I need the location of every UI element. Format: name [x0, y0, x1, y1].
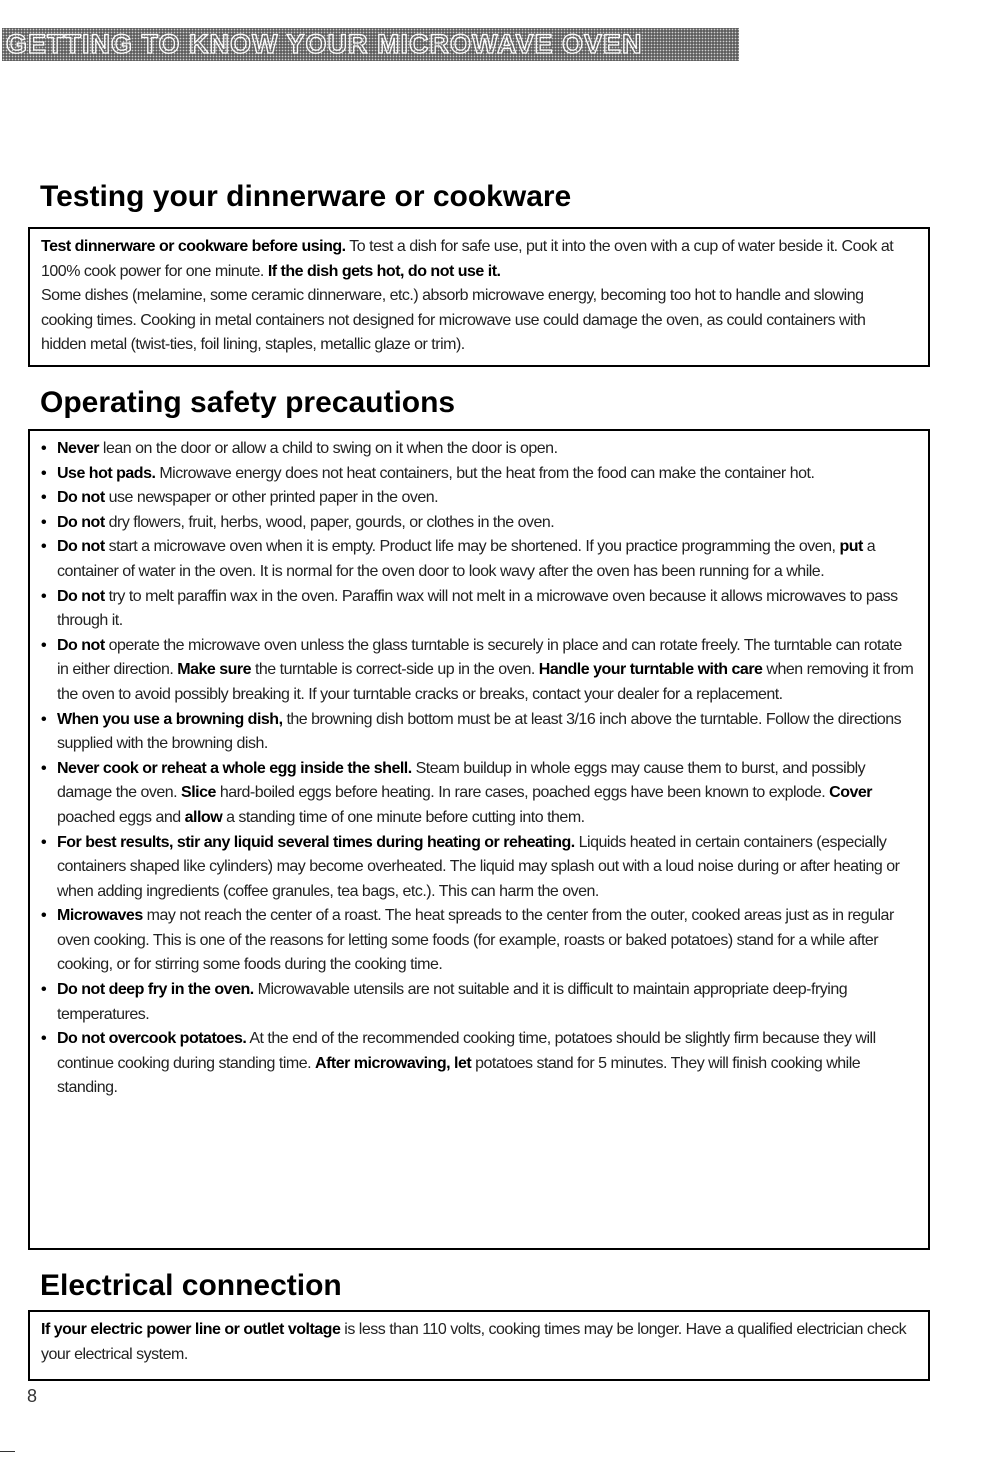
body-text: use newspaper or other printed paper in the oven.: [104, 489, 439, 507]
safety-item-newspaper: [41, 486, 914, 511]
testing-paragraph-1: [41, 235, 914, 284]
body-text: may not reach the center of a roast. The heat spreads to the center from the outer, cooked areas just as in regular oven cooking. This is one of the reasons for letting some foods (for example, roasts or baked potatoes) stand for a while after cooking, or for stirring some foods during the cooking time.: [57, 907, 894, 974]
bold-text: Make sure: [177, 661, 251, 679]
bold-text: Do not: [57, 489, 105, 507]
body-text: try to melt paraffin wax in the oven. Paraffin wax will not melt in a microwave oven because it allows microwaves to pass through it.: [57, 587, 898, 630]
bold-text: Microwaves: [57, 907, 143, 925]
bold-text: Do not: [57, 636, 105, 654]
electrical-connection-box: [28, 1310, 930, 1381]
testing-paragraph-2: Some dishes (melamine, some ceramic dinnerware, etc.) absorb microwave energy, becoming too hot to handle and slowing cooking times. Cooking in metal containers not designed for microwave use could damage the oven, as could containers with hidden metal (twist-ties, foil lining, staples, metallic glaze or trim).: [41, 287, 866, 354]
body-text: start a microwave oven when it is empty. Product life may be shortened. If you practice programming the oven,: [104, 538, 840, 556]
testing-dinnerware-box: [28, 227, 930, 367]
safety-item-dry-flowers: [41, 511, 914, 536]
safety-item-microwaves-roast: [41, 904, 914, 978]
bold-text: Never: [57, 440, 99, 457]
body-text: potatoes stand for 5 minutes. They will finish cooking while standing.: [57, 1054, 861, 1097]
heading-testing-dinnerware: Testing your dinnerware or cookware: [40, 180, 572, 213]
bold-text: allow: [184, 808, 223, 826]
electrical-paragraph: [41, 1318, 914, 1367]
body-text: At the end of the recommended cooking time, potatoes should be slightly firm because they will continue cooking during standing time.: [57, 1030, 876, 1072]
corner-mark: [0, 1451, 15, 1452]
bold-text: Never cook or reheat a whole egg inside the shell.: [57, 759, 412, 777]
bold-text: For best results, stir any liquid several times during heating or reheating.: [57, 833, 575, 851]
body-text: when removing it from the oven to avoid possibly breaking it. If your turntable cracks or breaks, contact your dealer for a replacement.: [57, 661, 914, 703]
safety-item-potatoes: [41, 1027, 914, 1101]
bold-text: Do not: [57, 587, 105, 605]
safety-list: [41, 437, 914, 1101]
safety-item-turntable: [41, 634, 914, 708]
banner-title: GETTING TO KNOW YOUR MICROWAVE OVEN: [6, 29, 643, 59]
bold-text: Cover: [829, 784, 872, 802]
body-text: dry flowers, fruit, herbs, wood, paper, gourds, or clothes in the oven.: [104, 513, 555, 531]
bold-text: Slice: [181, 784, 216, 802]
safety-item-stir-liquid: [41, 831, 914, 905]
safety-item-empty-oven: [41, 535, 914, 584]
bold-text: When you use a browning dish,: [57, 710, 283, 728]
body-text: poached eggs and: [57, 808, 185, 826]
bold-text: Test dinnerware or cookware before using.: [41, 238, 346, 255]
body-text: the turntable is correct-side up in the oven.: [251, 661, 539, 679]
bold-text: After microwaving, let: [315, 1054, 472, 1072]
body-text: Microwavable utensils are not suitable and it is difficult to maintain appropriate deep-frying temperatures.: [57, 981, 848, 1023]
bold-text: If your electric power line or outlet voltage: [41, 1321, 341, 1338]
safety-item-deep-fry: [41, 978, 914, 1027]
body-text: the browning dish bottom must be at least 3/16 inch above the turntable. Follow the directions supplied with the browning dish.: [57, 710, 902, 753]
bold-text: Do not overcook potatoes.: [57, 1030, 247, 1048]
safety-item-hot-pads: [41, 462, 914, 487]
bold-text: put: [839, 538, 863, 556]
page-number: 8: [27, 1386, 38, 1406]
body-text: To test a dish for safe use, put it into the oven with a cup of water beside it. Cook at 100% cook power for one minute.: [41, 238, 894, 280]
heading-safety-precautions: Operating safety precautions: [40, 386, 456, 419]
safety-item-whole-egg: [41, 757, 914, 831]
section-banner: [2, 28, 739, 61]
body-text: Microwave energy does not heat containers, but the heat from the food can make the container hot.: [155, 464, 815, 482]
body-text: hard-boiled eggs before heating. In rare cases, poached eggs have been known to explode.: [215, 784, 830, 802]
body-text: Steam buildup in whole eggs may cause them to burst, and possibly damage the oven.: [57, 759, 866, 802]
bold-text: If the dish gets hot, do not use it.: [267, 262, 501, 280]
body-text: a standing time of one minute before cutting into them.: [222, 808, 585, 826]
body-text: Liquids heated in certain containers (especially containers shaped like cylinders) may become overheated. The liquid may splash out with a loud noise during or after heating or when adding ingredients (coffee granules, tea bags, etc.). This can harm the oven.: [57, 833, 900, 900]
safety-item-never-lean: [41, 437, 914, 462]
bold-text: Use hot pads.: [57, 464, 156, 482]
bold-text: Do not: [57, 513, 105, 531]
bold-text: Handle your turntable with care: [538, 661, 763, 679]
heading-electrical-connection: Electrical connection: [40, 1269, 342, 1302]
safety-item-paraffin: [41, 585, 914, 634]
body-text: a container of water in the oven. It is normal for the oven door to look wavy after the oven has been running for a while.: [57, 538, 876, 580]
bold-text: Do not: [57, 538, 105, 556]
body-text: is less than 110 volts, cooking times may be longer. Have a qualified electrician check your electrical system.: [41, 1321, 907, 1363]
body-text: operate the microwave oven unless the glass turntable is securely in place and can rotate freely. The turntable can rotate in either direction.: [57, 636, 902, 679]
safety-item-browning-dish: [41, 708, 914, 757]
body-text: lean on the door or allow a child to swing on it when the door is open.: [98, 440, 558, 457]
bold-text: Do not deep fry in the oven.: [57, 981, 254, 999]
safety-precautions-box: [28, 429, 930, 1250]
